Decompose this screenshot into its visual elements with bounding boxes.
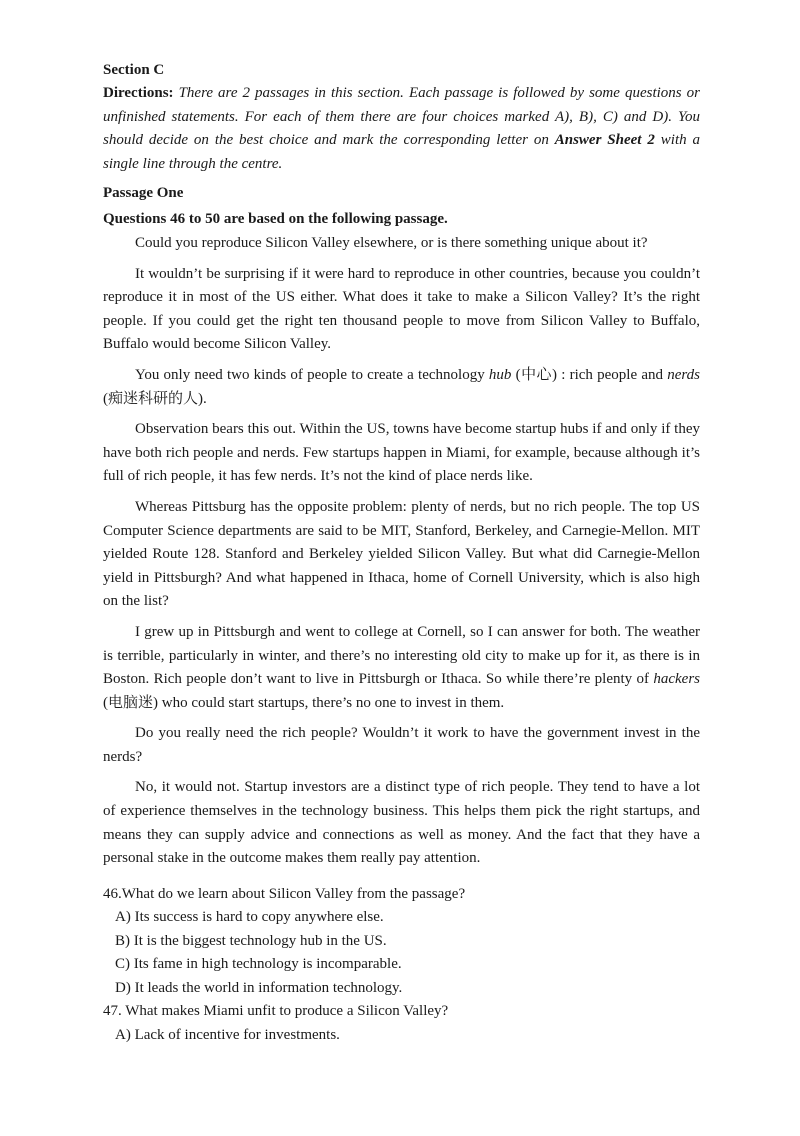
question-list (103, 883, 700, 1048)
term-nerds: nerds (667, 366, 700, 383)
exam-page (103, 58, 700, 1047)
directions-label: Directions: (103, 85, 174, 101)
paragraph-6-text-b: (电脑迷) who could start startups, there’s no one to invest in them. (103, 694, 505, 711)
directions-text-1: There are 2 passages in this section. Each passage is followed by some questions or unfinished statements. For each of them there are four choices marked A), B), C) and D). You should decide on the best choice and mark the corresponding letter on (103, 85, 700, 148)
question-47-stem: 47. What makes Miami unfit to produce a Silicon Valley? (103, 1003, 449, 1020)
question-47-option-a: A) Lack of incentive for investments. (115, 1026, 340, 1043)
term-hub: hub (488, 366, 512, 383)
paragraph-6 (103, 621, 700, 715)
paragraph-3 (103, 364, 700, 411)
paragraph-1: Could you reproduce Silicon Valley elsewhere, or is there something unique about it? (135, 235, 648, 251)
paragraph-3-text: You only need two kinds of people to create a technology (135, 366, 489, 383)
paragraph-7: Do you really need the rich people? Wouldn’t it work to have the government invest in the nerds? (103, 725, 700, 765)
directions (103, 82, 700, 176)
answer-sheet-label: Answer Sheet 2 (554, 132, 655, 148)
question-46-option-d: D) It leads the world in information technology. (115, 979, 403, 996)
paragraph-8: No, it would not. Startup investors are a distinct type of rich people. They tend to have a lot of experience themselves in the technology business. This helps them pick the right startups, and means they can supply advice and connections as well as money. And the fact that they have a personal stake in the outcome makes them really pay attention. (103, 779, 700, 867)
question-46-stem: 46.What do we learn about Silicon Valley from the passage? (103, 885, 466, 902)
paragraph-5: Whereas Pittsburg has the opposite problem: plenty of nerds, but no rich people. The top US Computer Science departments are said to be MIT, Stanford, Berkeley, and Carnegie-Mellon. MIT yielded Route 128. Stanford and Berkeley yielded Silicon Valley. But what did Carnegie-Mellon yield in Pittsburgh? And what happened in Ithaca, home of Cornell University, which is also high on the list? (103, 498, 700, 610)
directions-text-2: with a single line through the centre. (103, 132, 700, 172)
question-46-option-c: C) Its fame in high technology is incomparable. (115, 956, 402, 973)
nerds-gloss: (痴迷科研的人). (103, 390, 207, 407)
hub-gloss: (中心) : rich people and (511, 366, 668, 383)
section-title: Section C (103, 62, 165, 78)
paragraph-4: Observation bears this out. Within the US, towns have become startup hubs if and only if they have both rich people and nerds. Few startups happen in Miami, for example, because although it’s full of rich people, it has few nerds. It’s not the kind of place nerds like. (103, 421, 700, 485)
passage-body (103, 232, 700, 871)
passage-title: Passage One (103, 185, 184, 201)
question-46-option-b: B) It is the biggest technology hub in the US. (115, 932, 387, 949)
term-hackers: hackers (653, 671, 700, 688)
paragraph-2: It wouldn’t be surprising if it were hard to reproduce in other countries, because you couldn’t reproduce it in most of the US either. What does it take to make a Silicon Valley? It’s the right people. If you could get the right ten thousand people to move from Silicon Valley to Buffalo, Buffalo would become Silicon Valley. (103, 265, 700, 353)
paragraph-6-text-a: I grew up in Pittsburgh and went to college at Cornell, so I can answer for both. The weather is terrible, particularly in winter, and there’s no interesting old city to make up for it, as there is in Boston. Rich people don’t want to live in Pittsburgh or Ithaca. So while there’re plenty of (103, 623, 700, 688)
questions-range: Questions 46 to 50 are based on the following passage. (103, 211, 448, 227)
question-46-option-a: A) Its success is hard to copy anywhere else. (115, 909, 384, 926)
